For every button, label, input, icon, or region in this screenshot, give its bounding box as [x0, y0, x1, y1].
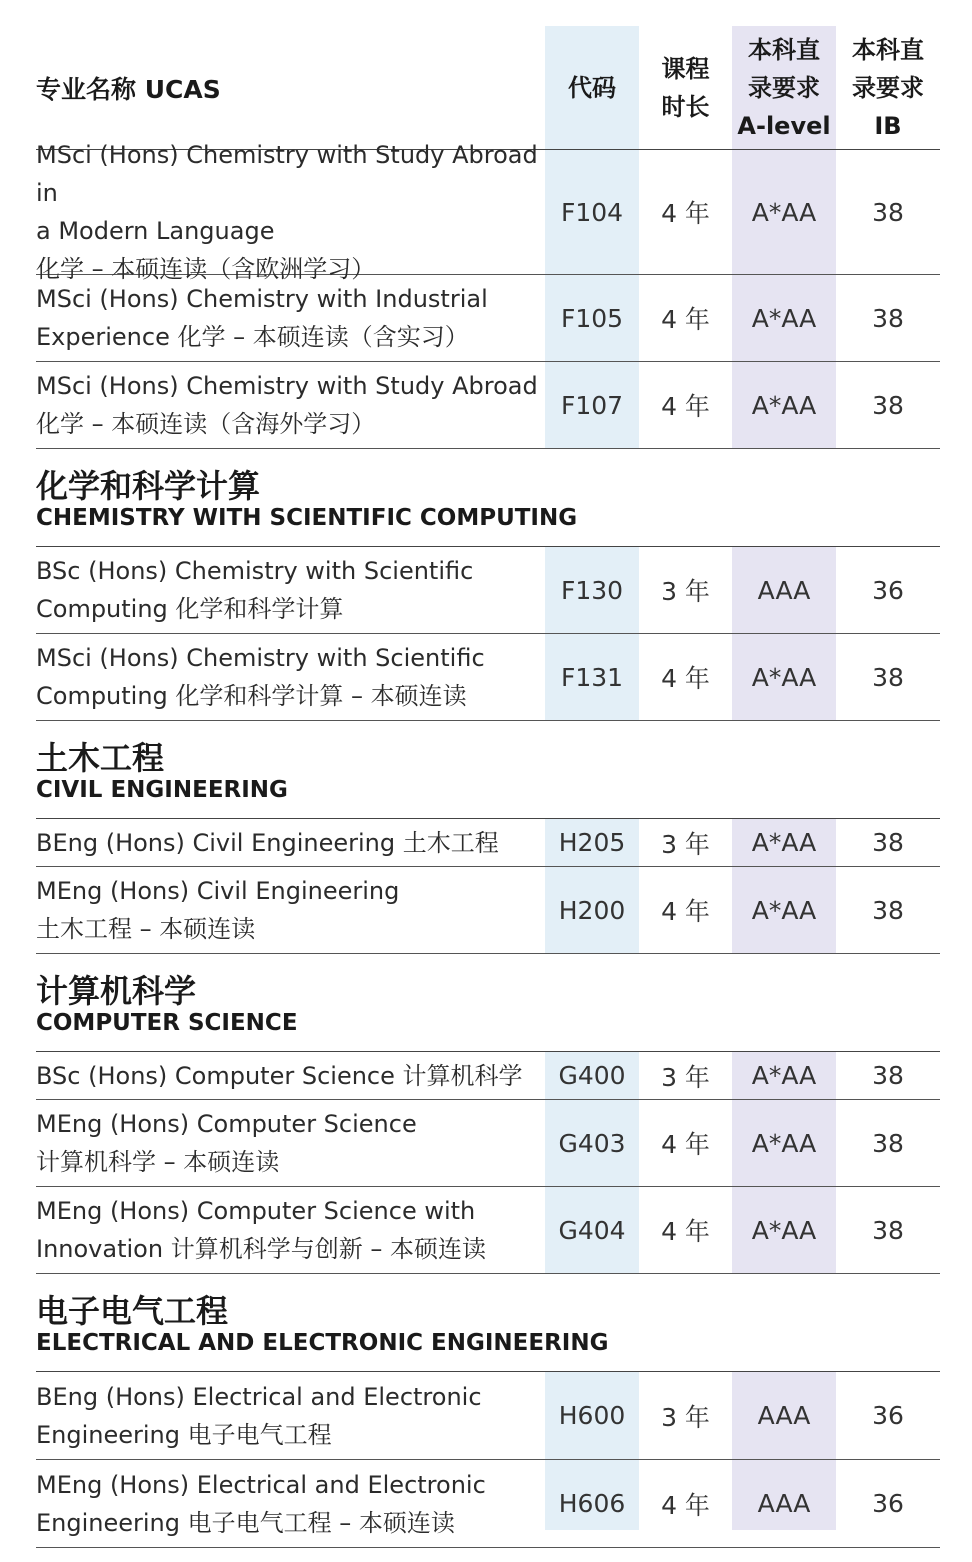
section-title-en: ELECTRICAL AND ELECTRONIC ENGINEERING	[36, 1330, 609, 1356]
course-code: F107	[560, 390, 624, 420]
course-duration: 4 年	[661, 1130, 710, 1159]
ib-requirement: 38	[872, 1128, 904, 1158]
course-name-cell	[36, 1460, 541, 1547]
alevel-requirement: A*AA	[751, 1128, 817, 1158]
section-title-zh: 化学和科学计算	[36, 467, 261, 505]
table-row	[36, 547, 940, 634]
course-code: F104	[560, 197, 624, 227]
course-name: MSci (Hons) Chemistry with Study Abroad 化学 – 本硕连读（含海外学习）	[36, 372, 538, 438]
table-row	[36, 867, 940, 954]
section-heading	[36, 1274, 940, 1372]
course-code: G403	[558, 1128, 626, 1158]
course-name-cell	[36, 141, 541, 283]
table-row	[36, 141, 940, 283]
section-title-zh: 计算机科学	[36, 972, 197, 1010]
alevel-requirement: A*AA	[751, 390, 817, 420]
course-name-cell	[36, 819, 541, 866]
course-name: MEng (Hons) Computer Science with Innovation 计算机科学与创新 – 本硕连读	[36, 1197, 486, 1263]
ib-requirement: 36	[872, 575, 904, 605]
course-code: H200	[558, 895, 626, 925]
table-row	[36, 819, 940, 867]
alevel-requirement: AAA	[757, 575, 811, 605]
course-name-cell	[36, 1052, 541, 1099]
course-duration: 4 年	[661, 1490, 710, 1520]
alevel-requirement: A*AA	[751, 662, 817, 692]
course-code: G404	[558, 1215, 626, 1245]
ib-requirement: 38	[872, 1215, 904, 1245]
course-duration: 4 年	[661, 664, 710, 693]
ib-requirement: 38	[872, 662, 904, 692]
header-alevel-requirement: 本科直 录要求 A-level	[737, 35, 831, 140]
table-body	[36, 141, 940, 1548]
section-title-zh: 土木工程	[36, 739, 165, 777]
ib-requirement: 36	[872, 1489, 904, 1518]
course-name: MSci (Hons) Chemistry with Study Abroad in a Modern Language 化学 – 本硕连读（含欧洲学习）	[36, 141, 538, 283]
course-name: MEng (Hons) Electrical and Electronic Engineering 电子电气工程 – 本硕连读	[36, 1470, 486, 1537]
course-name-cell	[36, 1100, 541, 1186]
course-duration: 4 年	[661, 1217, 710, 1246]
ib-requirement: 36	[872, 1401, 904, 1430]
table-row	[36, 362, 940, 449]
ib-requirement: 38	[872, 390, 904, 420]
table-row	[36, 1187, 940, 1274]
table-row	[36, 275, 940, 362]
course-duration: 3 年	[661, 1402, 710, 1432]
ib-requirement: 38	[872, 828, 904, 857]
course-name-cell	[36, 362, 541, 448]
course-code: F131	[560, 662, 624, 692]
ib-requirement: 38	[872, 895, 904, 925]
course-table	[36, 26, 940, 1548]
course-name-cell	[36, 275, 541, 361]
course-duration: 4 年	[661, 199, 710, 228]
header-duration: 课程 时长	[661, 54, 710, 121]
table-row	[36, 1100, 940, 1187]
course-duration: 3 年	[661, 1062, 710, 1092]
course-name: BSc (Hons) Chemistry with Scientific Computing 化学和科学计算	[36, 557, 474, 623]
course-duration: 4 年	[661, 392, 710, 421]
course-name: MEng (Hons) Computer Science 计算机科学 – 本硕连读	[36, 1110, 417, 1176]
course-name: BEng (Hons) Electrical and Electronic Engineering 电子电气工程	[36, 1382, 482, 1449]
course-code: H606	[558, 1489, 626, 1518]
course-duration: 4 年	[661, 897, 710, 926]
section-heading	[36, 954, 940, 1052]
course-name-cell	[36, 1372, 541, 1459]
course-name-cell	[36, 1187, 541, 1273]
course-duration: 3 年	[661, 829, 710, 859]
ib-requirement: 38	[872, 197, 904, 227]
table-row	[36, 634, 940, 721]
course-name-cell	[36, 634, 541, 720]
course-code: H600	[558, 1401, 626, 1430]
alevel-requirement: AAA	[757, 1401, 811, 1430]
course-name: MSci (Hons) Chemistry with Industrial Experience 化学 – 本硕连读（含实习）	[36, 285, 488, 351]
course-name-cell	[36, 547, 541, 633]
table-header	[36, 26, 940, 150]
ib-requirement: 38	[872, 303, 904, 333]
section-title-zh: 电子电气工程	[36, 1292, 229, 1330]
course-code: F105	[560, 303, 624, 333]
alevel-requirement: AAA	[757, 1489, 811, 1518]
section-heading	[36, 449, 940, 547]
course-name: MSci (Hons) Chemistry with Scientific Computing 化学和科学计算 – 本硕连读	[36, 644, 485, 710]
course-code: G400	[558, 1061, 626, 1090]
course-name: BSc (Hons) Computer Science 计算机科学	[36, 1061, 523, 1090]
header-course-name: 专业名称 UCAS	[36, 74, 221, 104]
alevel-requirement: A*AA	[751, 895, 817, 925]
table-row	[36, 1372, 940, 1460]
section-heading	[36, 721, 940, 819]
alevel-requirement: A*AA	[751, 197, 817, 227]
section-title-en: CIVIL ENGINEERING	[36, 777, 288, 803]
section-title-en: CHEMISTRY WITH SCIENTIFIC COMPUTING	[36, 505, 578, 531]
alevel-requirement: A*AA	[751, 828, 817, 857]
table-row	[36, 1460, 940, 1548]
course-name: BEng (Hons) Civil Engineering 土木工程	[36, 828, 499, 857]
alevel-requirement: A*AA	[751, 1215, 817, 1245]
course-code: H205	[558, 828, 626, 857]
table-row	[36, 1052, 940, 1100]
ib-requirement: 38	[872, 1061, 904, 1090]
alevel-requirement: A*AA	[751, 303, 817, 333]
course-name-cell	[36, 867, 541, 953]
course-duration: 4 年	[661, 305, 710, 334]
course-duration: 3 年	[661, 577, 710, 606]
alevel-requirement: A*AA	[751, 1061, 817, 1090]
section-title-en: COMPUTER SCIENCE	[36, 1010, 298, 1036]
header-code: 代码	[568, 73, 616, 102]
course-code: F130	[560, 575, 624, 605]
header-ib-requirement: 本科直 录要求 IB	[852, 35, 924, 140]
course-name: MEng (Hons) Civil Engineering 土木工程 – 本硕连读	[36, 877, 400, 943]
